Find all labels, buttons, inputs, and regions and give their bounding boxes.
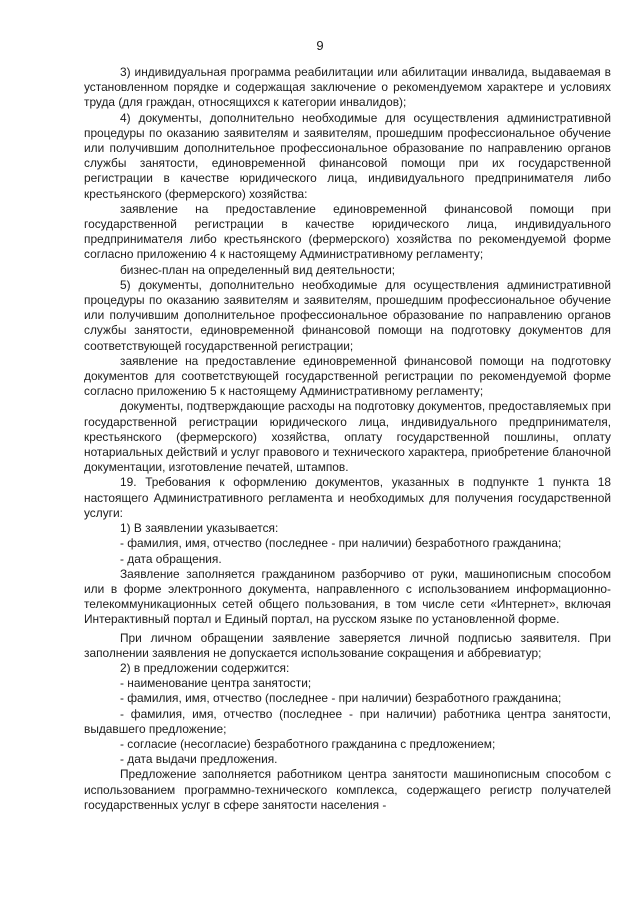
paragraph-expense-documents: документы, подтверждающие расходы на подготовку документов, предоставляемых при государственной регистрации юридического лица, индивидуального предпринимателя, крестьянского (фермерского) хозяйства, оплату государственной пошлины, оплату нотариальных действий и услуг правового и технического характера, приобретение бланочной документации, изготовление печатей, штампов. (84, 399, 612, 475)
list-item-center-name: - наименование центра занятости; (120, 676, 312, 691)
document-body (84, 65, 611, 813)
paragraph-offer-filling: Предложение заполняется работником центра занятости машинописным способом с использованием программно-технического комплекса, содержащего регистр получателей государственных услуг в сфере занятости населения - (84, 767, 611, 812)
list-item-applicant-name: - фамилия, имя, отчество (последнее - при наличии) безработного гражданина; (120, 536, 562, 551)
paragraph-application-documents-aid: заявление на предоставление единовременной финансовой помощи на подготовку документов для соответствующей государственной регистрации по рекомендуемой форме согласно приложению 5 к настоящему Административному регламенту; (84, 353, 611, 399)
paragraph-section-19-requirements: 19. Требования к оформлению документов, указанных в подпункте 1 пункта 18 настоящего Административного регламента и необходимых для получения государственной услуги: (84, 475, 611, 520)
list-item-employee-name: - фамилия, имя, отчество (последнее - при наличии) работника центра занятости, выдавшего предложение; (84, 706, 611, 736)
paragraph-application-filling: Заявление заполняется гражданином разборчиво от руки, машинописным способом или в форме электронного документа, направленного с использованием информационно-телекоммуникационных сетей общего пользования, в том числе сети «Интернет», включая Интерактивный портал и Единый портал, на русском языке по установленной форме. (84, 566, 611, 627)
page-number: 9 (316, 38, 324, 53)
list-item-offer-date: - дата выдачи предложения. (120, 752, 278, 767)
paragraph-application-registration-aid: заявление на предоставление единовременной финансовой помощи при государственной регистрации в качестве юридического лица, индивидуального предпринимателя либо крестьянского (фермерского) хозяйства по рекомендуемой форме согласно приложению 4 к настоящему Административному регламенту; (84, 201, 611, 262)
list-item-consent: - согласие (несогласие) безработного гражданина с предложением; (120, 736, 496, 751)
paragraph-item-3-ipra: 3) индивидуальная программа реабилитации или абилитации инвалида, выдаваемая в установленном порядке и содержащая заключение о рекомендуемом характере и условиях труда (для граждан, относящихся к категории инвалидов); (84, 65, 611, 110)
paragraph-item-5-documents-aid: 5) документы, дополнительно необходимые для осуществления административной процедуры по оказанию заявителям и заявителям, прошедшим профессиональное обучение или получившим дополнительное профессиональное образование по направлению органов службы занятости, единовременной финансовой помощи на подготовку документов для соответствующей государственной регистрации; (84, 277, 611, 353)
paragraph-personal-signature: При личном обращении заявление заверяется личной подписью заявителя. При заполнении заявления не допускается использование сокращения и аббревиатур; (84, 630, 611, 660)
list-item-application-date: - дата обращения. (120, 551, 222, 566)
paragraph-offer-contents-heading: 2) в предложении содержится: (120, 660, 290, 675)
list-item-unemployed-name: - фамилия, имя, отчество (последнее - при наличии) безработного гражданина; (120, 691, 562, 706)
paragraph-item-4-registration-aid: 4) документы, дополнительно необходимые для осуществления административной процедуры по оказанию заявителям и заявителям, прошедшим профессиональное обучение или получившим дополнительное профессиональное образование по направлению органов службы занятости, единовременной финансовой помощи при их государственной регистрации в качестве юридического лица, индивидуального предпринимателя либо крестьянского (фермерского) хозяйства: (84, 110, 611, 201)
paragraph-application-contents-heading: 1) В заявлении указывается: (120, 521, 279, 536)
paragraph-business-plan: бизнес-план на определенный вид деятельности; (120, 262, 396, 277)
